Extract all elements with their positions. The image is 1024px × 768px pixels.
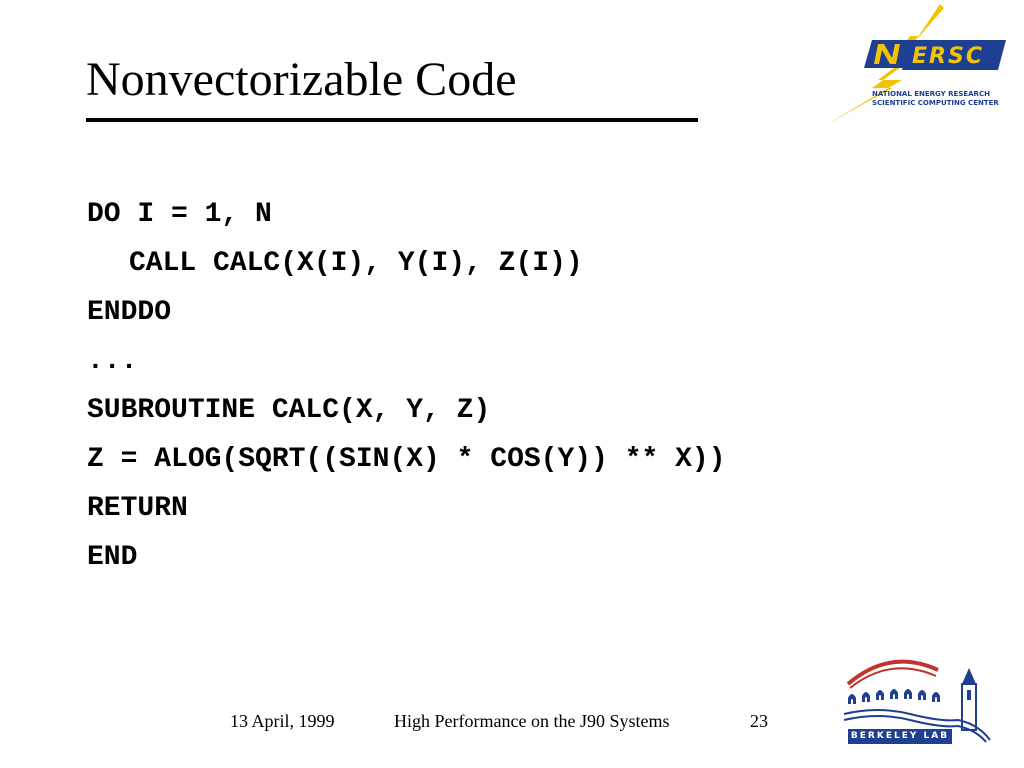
footer-date: 13 April, 1999	[230, 711, 335, 731]
footer-page-number: 23	[750, 711, 768, 731]
code-line: ...	[87, 346, 138, 377]
title-underline	[86, 118, 698, 122]
berkeley-lab-name: BERKELEY LAB	[848, 729, 952, 744]
nersc-wordmark: ERSC	[912, 44, 984, 69]
code-line: RETURN	[87, 493, 188, 524]
footer-talk-title: High Performance on the J90 Systems	[394, 711, 670, 731]
nersc-tagline: NATIONAL ENERGY RESEARCH	[872, 90, 990, 98]
code-line: CALL CALC(X(I), Y(I), Z(I))	[129, 248, 583, 279]
code-block	[87, 190, 726, 582]
code-line: END	[87, 542, 138, 573]
nersc-tagline: SCIENTIFIC COMPUTING CENTER	[872, 99, 999, 107]
slide-title: Nonvectorizable Code	[86, 53, 517, 106]
code-line: ENDDO	[87, 297, 172, 328]
code-line: SUBROUTINE CALC(X, Y, Z)	[87, 395, 491, 426]
code-line: Z = ALOG(SQRT((SIN(X) * COS(Y)) ** X))	[87, 444, 726, 475]
code-line: DO I = 1, N	[87, 199, 272, 230]
